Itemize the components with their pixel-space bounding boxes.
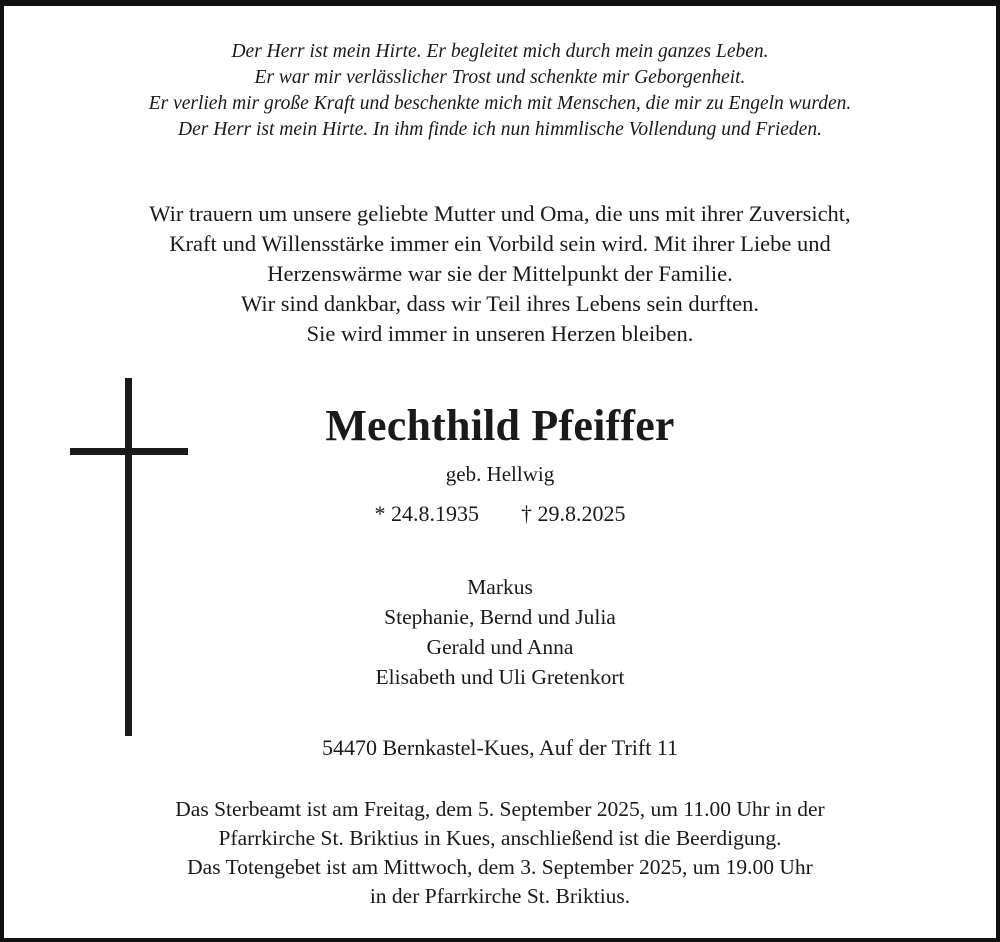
mourner: Markus	[467, 575, 533, 599]
verse-line: Er verlieh mir große Kraft und beschenkte mich mit Menschen, die mir zu Engeln wurden.	[148, 93, 852, 114]
birth-date: * 24.8.1935	[374, 501, 479, 526]
mourning-text	[4, 199, 996, 349]
mourners-list	[4, 572, 996, 692]
mourner: Stephanie, Bernd und Julia	[384, 605, 616, 629]
family-address: 54470 Bernkastel-Kues, Auf der Trift 11	[321, 735, 679, 760]
mourning-line: Wir trauern um unsere geliebte Mutter und Oma, die uns mit ihrer Zuversicht,	[149, 201, 851, 226]
mourning-line: Sie wird immer in unseren Herzen bleiben.	[306, 321, 694, 346]
funeral-service-info	[4, 795, 996, 911]
bible-verse	[4, 39, 996, 143]
service-line: Das Sterbeamt ist am Freitag, dem 5. September 2025, um 11.00 Uhr in der	[175, 797, 825, 821]
service-line: in der Pfarrkirche St. Briktius.	[369, 884, 631, 908]
mourning-line: Wir sind dankbar, dass wir Teil ihres Lebens sein durften.	[241, 291, 759, 316]
life-dates	[4, 499, 996, 529]
deceased-name: Mechthild Pfeiffer	[325, 401, 675, 450]
mourning-line: Herzenswärme war sie der Mittelpunkt der Familie.	[267, 261, 733, 286]
verse-line: Er war mir verlässlicher Trost und schenkte mir Geborgenheit.	[254, 67, 746, 88]
maiden-name: geb. Hellwig	[445, 462, 555, 486]
verse-line: Der Herr ist mein Hirte. Er begleitet mich durch mein ganzes Leben.	[231, 41, 769, 62]
mourner: Elisabeth und Uli Gretenkort	[375, 665, 625, 689]
service-line: Pfarrkirche St. Briktius in Kues, anschließend ist die Beerdigung.	[218, 826, 782, 850]
service-line: Das Totengebet ist am Mittwoch, dem 3. September 2025, um 19.00 Uhr	[187, 855, 813, 879]
verse-line: Der Herr ist mein Hirte. In ihm finde ich nun himmlische Vollendung und Frieden.	[178, 119, 822, 140]
mourner: Gerald und Anna	[426, 635, 574, 659]
death-date: † 29.8.2025	[521, 501, 626, 526]
mourning-line: Kraft und Willensstärke immer ein Vorbild sein wird. Mit ihrer Liebe und	[169, 231, 831, 256]
